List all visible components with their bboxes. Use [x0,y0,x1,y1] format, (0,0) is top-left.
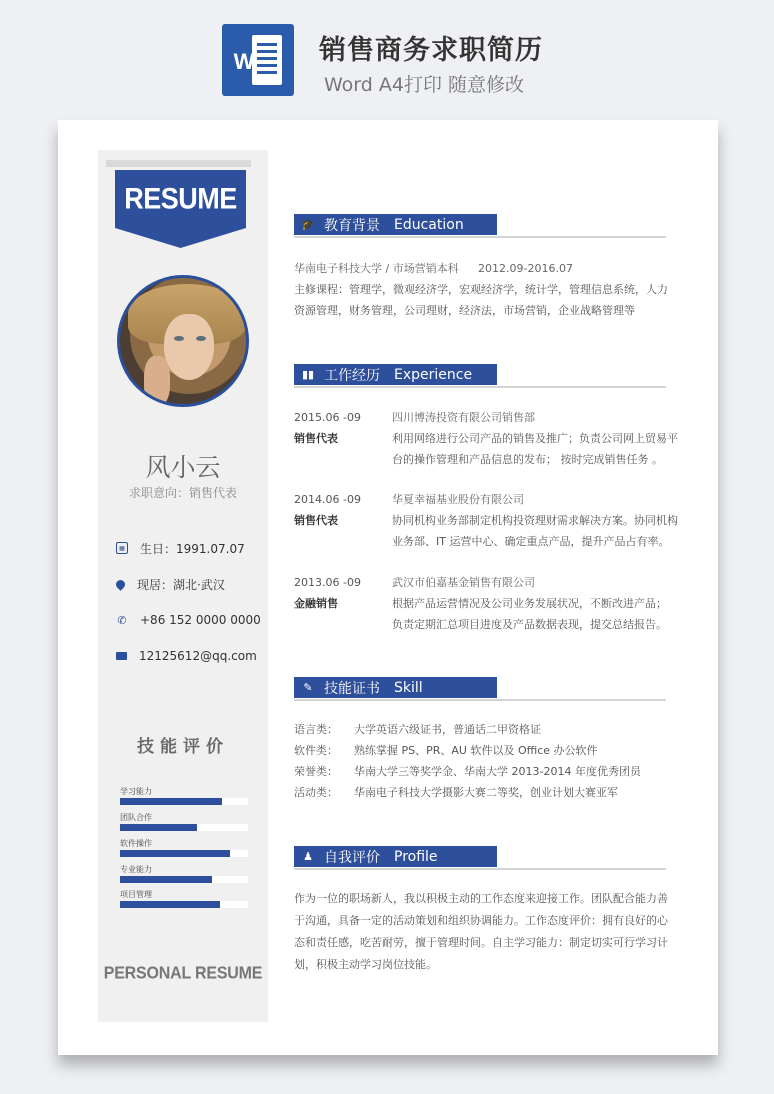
skill-bar [120,798,248,805]
contact-email-text: 12125612@qq.com [139,649,257,663]
section-title-cn: 工作经历 [324,367,380,384]
skill-key: 活动类： [294,786,338,799]
job-intent: 求职意向：销售代表 [128,486,237,500]
graduation-cap-icon: 🎓 [301,218,315,231]
job-company: 武汉市伯嘉基金销售有限公司 [392,576,535,589]
section-title-en: Education [394,216,464,233]
person-icon: ♟ [303,850,313,863]
skill-value: 大学英语六级证书，普通话二甲资格证 [354,723,541,736]
section-title-cn: 自我评价 [324,849,380,866]
skills-title: 技能评价 [137,737,229,757]
personal-resume-footer: PERSONAL RESUME [103,964,263,983]
job-date: 2013.06 -09 [294,576,361,589]
profile-line: 态和责任感，吃苦耐劳，擅于管理时间。自主学习能力：制定切实可行学习计 [294,936,668,949]
section-profile-header [294,846,666,870]
section-divider [294,386,666,388]
skill-label: 团队合作 [120,813,152,822]
skill-label: 学习能力 [120,787,152,796]
candidate-name: 风小云 [145,453,221,482]
skill-key: 软件类： [294,744,338,757]
mail-icon [116,652,127,660]
section-divider [294,868,666,870]
section-tab [294,677,497,698]
job-company: 四川博涛投资有限公司销售部 [392,411,535,424]
contact-phone-text: +86 152 0000 0000 [140,613,261,627]
section-title-cn: 技能证书 [324,680,380,697]
resume-paper [58,120,718,1055]
contact-phone [116,610,266,630]
certificate-icon: ✎ [303,681,313,694]
contact-email [116,646,266,666]
job-desc: 根据产品运营情况及公司业务发展状况，不断改进产品； [392,597,667,610]
skill-bar [120,901,248,908]
job-desc: 台的操作管理和产品信息的发布； 按时完成销售任务 。 [392,453,663,466]
ribbon-text: RESUME [124,182,237,216]
ribbon-top-bar [106,160,251,167]
phone-icon: ✆ [117,613,127,627]
job-date: 2015.06 -09 [294,411,361,424]
skill-value: 熟练掌握 PS、PR、AU 软件以及 Office 办公软件 [354,744,598,757]
section-divider [294,699,666,701]
job-desc: 负责定期汇总项目进度及产品数据表现，提交总结报告。 [392,618,667,631]
section-tab [294,214,497,235]
contact-birthday [116,538,266,558]
education-period: 2012.09-2016.07 [478,262,573,275]
section-skill-header [294,677,666,701]
section-title-en: Experience [394,366,473,383]
job-company: 华夏幸福基业股份有限公司 [392,493,524,506]
skill-bar [120,824,248,831]
word-letter: W [233,49,255,74]
section-tab [294,846,497,867]
job-desc: 利用网络进行公司产品的销售及推广；负责公司网上贸易平 [392,432,678,445]
skill-key: 语言类： [294,723,338,736]
section-title-cn: 教育背景 [324,217,380,234]
profile-line: 划，积极主动学习岗位技能。 [294,958,437,971]
job-role: 金融销售 [294,597,338,610]
education-courses-cont: 资源管理，财务管理，公司理财，经济法，市场营销，企业战略管理等 [294,304,635,317]
job-desc: 业务部、IT 运营中心、确定重点产品，提升产品占有率。 [392,535,670,548]
contact-location-text: 现居：湖北·武汉 [137,577,225,592]
contact-birthday-text: 生日：1991.07.07 [140,541,245,556]
page-header [0,0,774,110]
section-divider [294,236,666,238]
page-title: 销售商务求职简历 [319,35,543,66]
resume-ribbon [115,170,246,248]
skill-label: 软件操作 [120,839,152,848]
section-title-en: Skill [394,679,423,696]
section-experience-header [294,364,666,388]
resume-sidebar [98,150,268,1022]
profile-line: 作为一位的职场新人，我以积极主动的工作态度来迎接工作。团队配合能力善 [294,892,668,905]
job-desc: 协同机构业务部制定机构投资理财需求解决方案。协同机构 [392,514,678,527]
skill-bar [120,876,248,883]
avatar [117,275,249,407]
contact-location [116,574,266,594]
job-role: 销售代表 [294,514,338,527]
skill-key: 荣誉类： [294,765,338,778]
section-tab [294,364,497,385]
education-school: 华南电子科技大学 / 市场营销本科 [294,262,459,275]
profile-line: 于沟通，具备一定的活动策划和组织协调能力。工作态度评价：拥有良好的心 [294,914,668,927]
skill-value: 华南大学三等奖学金、华南大学 2013-2014 年度优秀团员 [354,765,641,778]
page-subtitle: Word A4打印 随意修改 [324,74,525,96]
bar-chart-icon: ▮▮ [301,368,315,381]
calendar-icon: ▦ [116,542,128,554]
education-courses: 主修课程：管理学，微观经济学，宏观经济学，统计学，管理信息系统，人力 [294,283,668,296]
skill-label: 专业能力 [120,865,152,874]
section-title-en: Profile [394,848,438,865]
word-document-icon [222,24,294,96]
job-role: 销售代表 [294,432,338,445]
skill-label: 项目管理 [120,890,152,899]
section-education-header [294,214,666,238]
skill-bar [120,850,248,857]
skill-value: 华南电子科技大学摄影大赛二等奖，创业计划大赛亚军 [354,786,618,799]
job-date: 2014.06 -09 [294,493,361,506]
location-pin-icon [114,578,127,591]
